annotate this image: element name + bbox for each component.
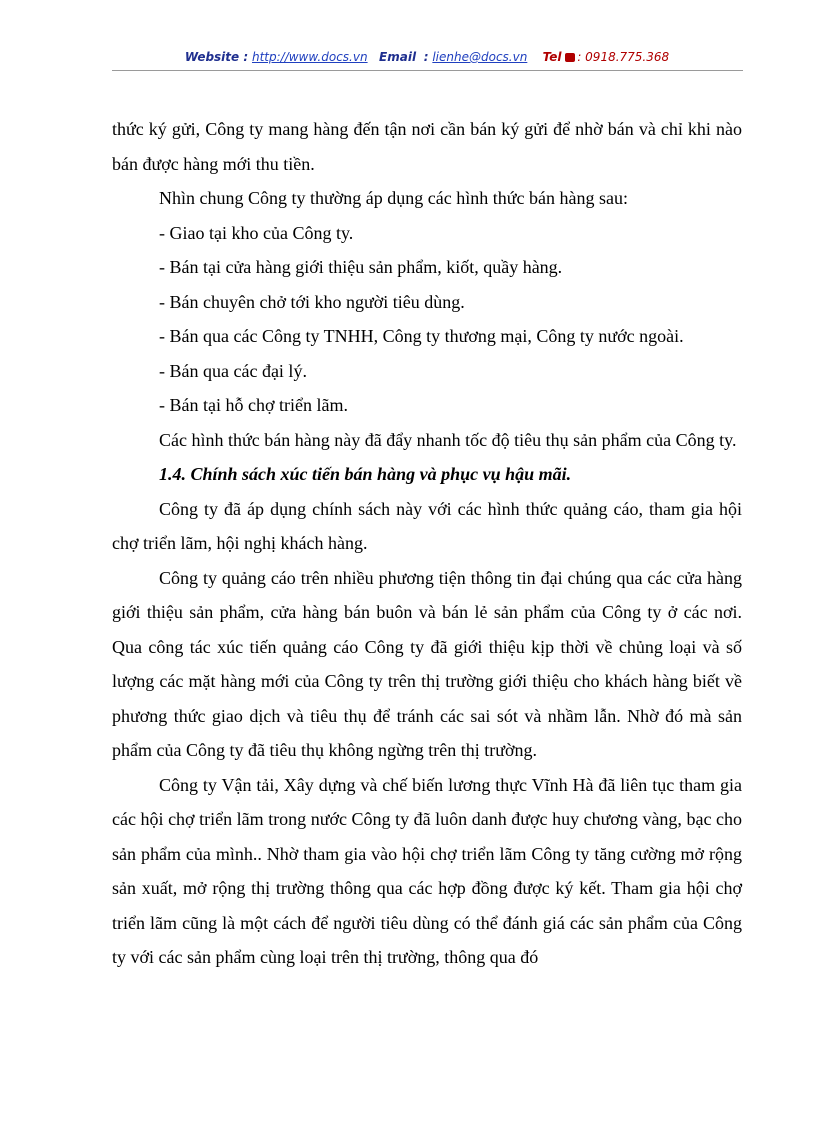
list-item: - Bán chuyên chở tới kho người tiêu dùng. (159, 291, 465, 312)
paragraph-continuation: thức ký gửi, Công ty mang hàng đến tận nơi cần bán ký gửi để nhờ bán và chỉ khi nào bán được hàng mới thu tiền. (112, 119, 742, 174)
list-item: - Giao tại kho của Công ty. (159, 222, 354, 243)
document-body (112, 112, 742, 975)
list-item: - Bán qua các đại lý. (159, 360, 307, 381)
list-item: - Bán tại cửa hàng giới thiệu sản phẩm, kiốt, quầy hàng. (159, 257, 563, 277)
paragraph-intro: Nhìn chung Công ty thường áp dụng các hình thức bán hàng sau: (159, 188, 628, 208)
paragraph: Công ty Vận tải, Xây dựng và chế biến lương thực Vĩnh Hà đã liên tục tham gia các hội chợ triển lãm trong nước Công ty đã luôn danh được huy chương vàng, bạc cho sản phẩm của mình.. Nhờ tham gia vào hội chợ triển lãm Công ty tăng cường mở rộng sản xuất, mở rộng thị trường thông qua các hợp đồng được ký kết. Tham gia hội chợ triển lãm cũng là một cách để người tiêu dùng có thể đánh giá các sản phẩm của Công ty với các sản phẩm cùng loại trên thị trường, thông qua đó (112, 774, 742, 967)
email-separator: : (423, 50, 429, 64)
list-item: - Bán tại hỗ chợ triển lãm. (159, 395, 348, 415)
list-item: - Bán qua các Công ty TNHH, Công ty thương mại, Công ty nước ngoài. (159, 326, 684, 346)
email-label: Email (379, 50, 417, 64)
website-link[interactable]: http://www.docs.vn (251, 50, 368, 64)
paragraph: Công ty đã áp dụng chính sách này với các hình thức quảng cáo, tham gia hội chợ triển lãm, hội nghị khách hàng. (112, 498, 742, 553)
tel-number: : 0918.775.368 (577, 50, 670, 64)
paragraph-summary: Các hình thức bán hàng này đã đẩy nhanh tốc độ tiêu thụ sản phẩm của Công ty. (159, 429, 737, 450)
phone-icon (565, 53, 575, 62)
paragraph: Công ty quảng cáo trên nhiều phương tiện thông tin đại chúng qua các cửa hàng giới thiệu sản phẩm, cửa hàng bán buôn và bán lẻ sản phẩm của Công ty ở các nơi. Qua công tác xúc tiến quảng cáo Công ty đã giới thiệu kịp thời về chủng loại và số lượng các mặt hàng mới của Công ty trên thị trường giới thiệu cho khách hàng biết về phương thức giao dịch và tiêu thụ để tránh các sai sót và nhầm lẫn. Nhờ đó mà sản phẩm của Công ty đã tiêu thụ không ngừng trên thị trường. (112, 567, 742, 760)
tel-label: Tel (542, 50, 562, 64)
page-header (112, 50, 742, 64)
website-label: Website : (184, 50, 249, 64)
email-link[interactable]: lienhe@docs.vn (432, 50, 528, 64)
header-rule (112, 70, 743, 71)
section-heading: 1.4. Chính sách xúc tiến bán hàng và phục vụ hậu mãi. (159, 464, 572, 484)
